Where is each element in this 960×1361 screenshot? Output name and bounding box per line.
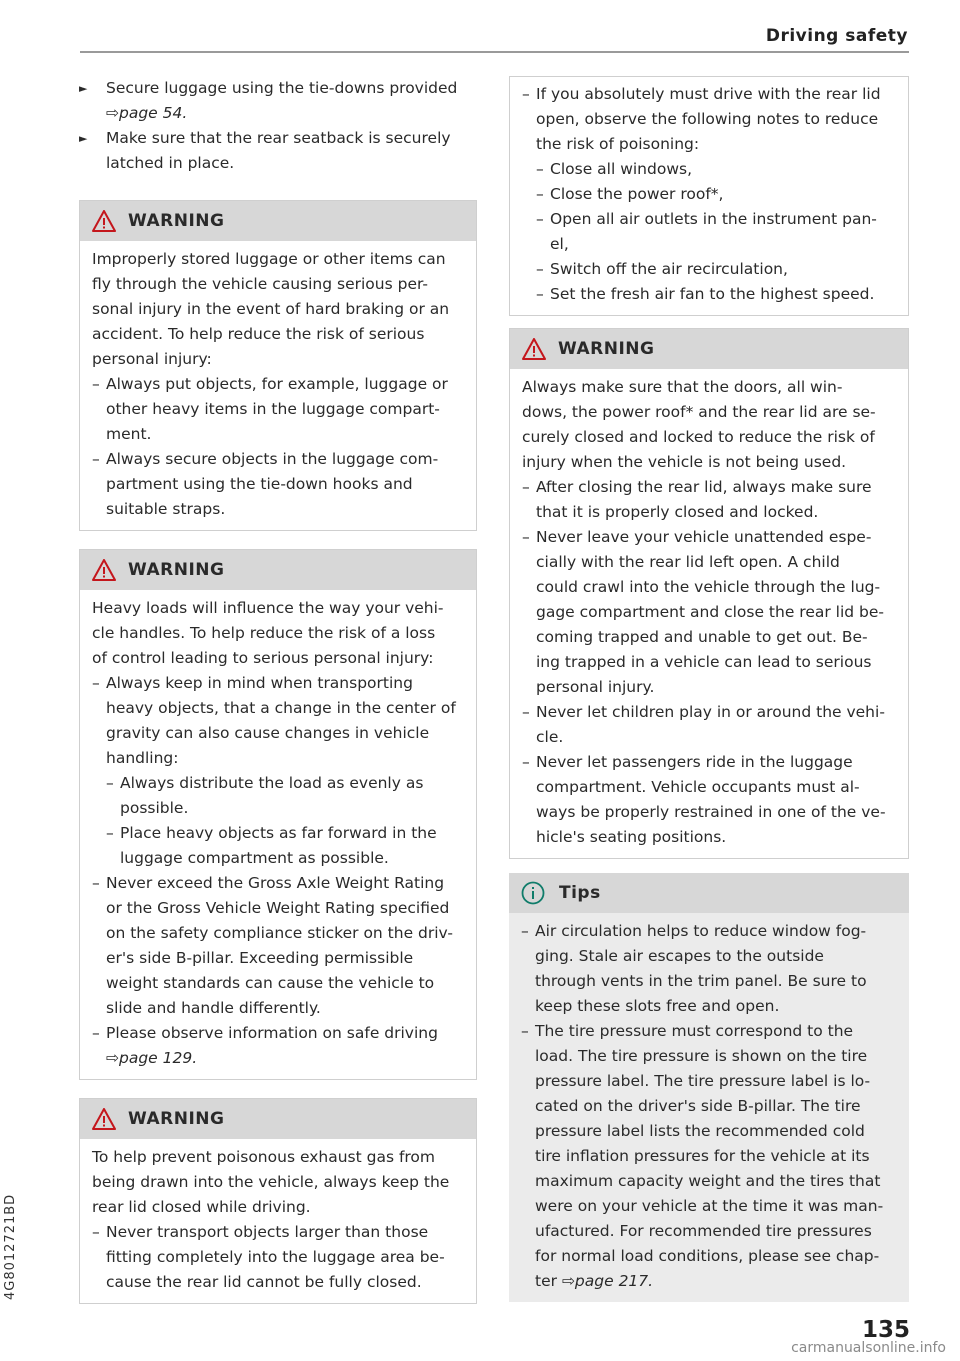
arrow-bullet-icon: ► (79, 132, 88, 145)
warning-box (79, 1098, 477, 1304)
warning-body (80, 1139, 476, 1303)
warning-body (510, 77, 908, 315)
text-line: dows, the power roof* and the rear lid are se- (522, 403, 876, 421)
text-line: injury when the vehicle is not being used. (522, 453, 847, 471)
list-item: – Please observe information on safe driving ⇨page 129. (92, 1024, 438, 1067)
sub-list-item: – Always distribute the load as evenly as possible. (106, 774, 424, 817)
warning-body (80, 241, 476, 530)
text-line: personal injury: (92, 350, 212, 368)
left-column (79, 76, 477, 1304)
page-xref-link[interactable]: ⇨page 217. (561, 1272, 654, 1290)
sub-list-item: – Close all windows, (536, 160, 692, 178)
text-line: being drawn into the vehicle, always keep the (92, 1173, 450, 1191)
list-item: – Always keep in mind when transporting heavy objects, that a change in the center of gravity can also cause changes in vehicle handling: (92, 674, 456, 767)
text-line: of control leading to serious personal injury: (92, 649, 434, 667)
document-code: 4G8012721BD (3, 1193, 18, 1300)
page-xref-link[interactable]: ⇨page 54. (106, 104, 188, 122)
text-line: Improperly stored luggage or other items can (92, 250, 446, 268)
text-line: sonal injury in the event of hard braking or an (92, 300, 450, 318)
list-item: – Never let children play in or around the vehi- cle. (522, 703, 885, 746)
bullet-text: Secure luggage using the tie-downs provided (106, 79, 458, 97)
warning-body (510, 369, 908, 858)
warning-title: WARNING (558, 339, 655, 359)
text-line: rear lid closed while driving. (92, 1198, 311, 1216)
tips-box (509, 873, 909, 1302)
header-rule (80, 51, 909, 53)
tips-title: Tips (559, 883, 601, 903)
warning-header (510, 329, 908, 369)
text-line: accident. To help reduce the risk of serious (92, 325, 425, 343)
list-item: – Never transport objects larger than those fitting completely into the luggage area be- cause the rear lid cannot be fully closed. (92, 1223, 445, 1291)
list-item: – The tire pressure must correspond to the load. The tire pressure is shown on the tire pressure label. The tire pressure label is lo- cated on the driver's side B-pillar. The tire pressure label lists the recommended cold tire inflation pressures for the vehicle at its maximum capacity weight and the tires that were on your vehicle at the time it was man- ufactured. For recommended tire pressures for normal load conditions, please see chap- ter ⇨page 217. (521, 1022, 884, 1290)
warning-title: WARNING (128, 560, 225, 580)
list-item: – Never exceed the Gross Axle Weight Rating or the Gross Vehicle Weight Rating specified on the safety compliance sticker on the driv- er's side B-pillar. Exceeding permissible weight standards can cause the vehicle to slide and handle differently. (92, 874, 453, 1017)
list-item: – Never leave your vehicle unattended espe- cially with the rear lid left open. A child could crawl into the vehicle through the lug- gage compartment and close the rear lid be- coming trapped and unable to get out. Be- ing trapped in a vehicle can lead to serious personal injury. (522, 528, 885, 696)
warning-continuation-box (509, 76, 909, 316)
warning-header (80, 201, 476, 241)
list-item: – Air circulation helps to reduce window fog- ging. Stale air escapes to the outside through vents in the trim panel. Be sure to keep these slots free and open. (521, 922, 867, 1015)
watermark: carmanualsonline.info (791, 1340, 946, 1356)
sub-list-item: – Set the fresh air fan to the highest speed. (536, 285, 875, 303)
list-item: – Always put objects, for example, luggage or other heavy items in the luggage compart- ment. (92, 375, 448, 443)
info-icon (521, 881, 545, 905)
tips-body (509, 913, 909, 1302)
warning-triangle-icon (92, 210, 116, 232)
text-line: To help prevent poisonous exhaust gas from (92, 1148, 436, 1166)
sub-list-item: – Open all air outlets in the instrument pan- el, (536, 210, 877, 253)
text-line: fly through the vehicle causing serious per- (92, 275, 428, 293)
tips-header (509, 873, 909, 913)
warning-title: WARNING (128, 211, 225, 231)
warning-triangle-icon (522, 338, 546, 360)
text-line: Always make sure that the doors, all win- (522, 378, 843, 396)
sub-list-item: – Switch off the air recirculation, (536, 260, 788, 278)
sub-list-item: – Place heavy objects as far forward in the luggage compartment as possible. (106, 824, 437, 867)
warning-header (80, 550, 476, 590)
warning-triangle-icon (92, 1108, 116, 1130)
list-item: – If you absolutely must drive with the rear lid open, observe the following notes to reduce the risk of poisoning: (522, 85, 881, 153)
page-xref-link[interactable]: ⇨page 129. (106, 1049, 198, 1067)
warning-box (509, 328, 909, 859)
warning-triangle-icon (92, 559, 116, 581)
intro-bullets (79, 76, 477, 176)
section-title: Driving safety (765, 26, 908, 46)
warning-body (80, 590, 476, 1079)
bullet-text: Make sure that the rear seatback is securely (106, 129, 451, 147)
list-item: – Never let passengers ride in the luggage compartment. Vehicle occupants must al- ways be properly restrained in one of the ve- hicle's seating positions. (522, 753, 886, 846)
text-line: Heavy loads will influence the way your vehi- (92, 599, 444, 617)
warning-box (79, 549, 477, 1080)
text-line: curely closed and locked to reduce the risk of (522, 428, 875, 446)
text-line: cle handles. To help reduce the risk of a loss (92, 624, 436, 642)
warning-title: WARNING (128, 1109, 225, 1129)
arrow-bullet-icon: ► (79, 82, 88, 95)
bullet-text: latched in place. (106, 154, 235, 172)
bullet-item (79, 126, 477, 176)
page-number: 135 (862, 1317, 911, 1343)
sub-list-item: – Close the power roof*, (536, 185, 724, 203)
list-item: – After closing the rear lid, always make sure that it is properly closed and locked. (522, 478, 872, 521)
warning-header (80, 1099, 476, 1139)
right-column (509, 76, 909, 1302)
list-item: – Always secure objects in the luggage com- partment using the tie-down hooks and suitable straps. (92, 450, 439, 518)
bullet-item (79, 76, 477, 126)
warning-box (79, 200, 477, 531)
